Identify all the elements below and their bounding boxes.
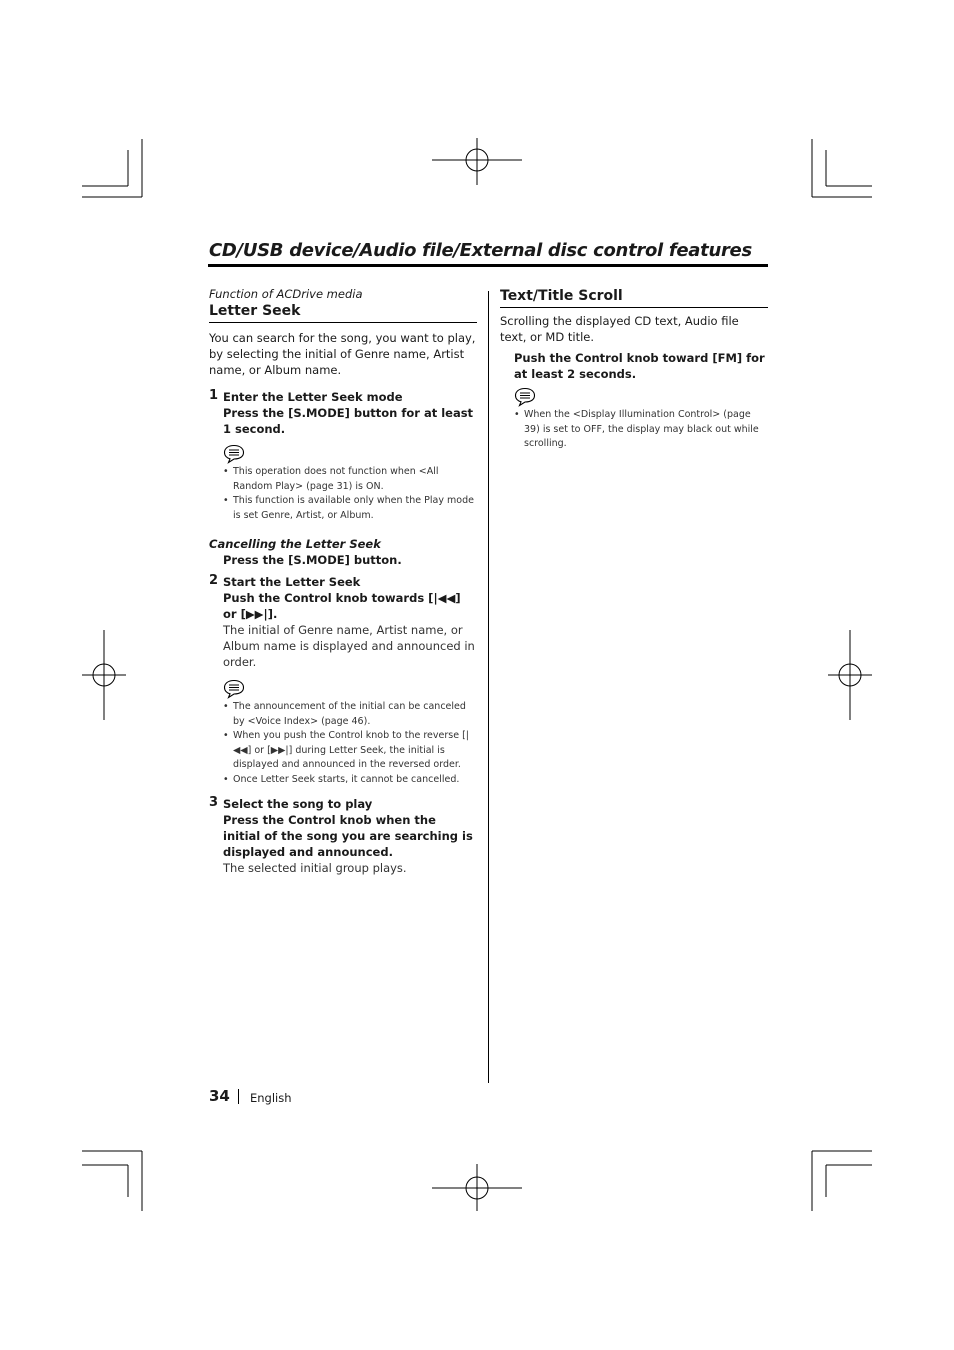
step-instruction: Push the Control knob towards [|◀◀] or [▶▶|]. <box>223 591 461 621</box>
step-1 <box>209 389 477 523</box>
letter-seek-intro: You can search for the song, you want to play, by selecting the initial of Genre name, Artist name, or Album name. <box>209 331 476 377</box>
step-number: 1 <box>209 388 219 403</box>
step-title: Start the Letter Seek <box>223 575 361 589</box>
note-icon <box>514 387 536 407</box>
step-3 <box>209 796 477 876</box>
text-title-scroll-heading: Text/Title Scroll <box>500 287 768 308</box>
note-item: • Once Letter Seek starts, it cannot be cancelled. <box>223 773 477 788</box>
column-divider <box>488 291 489 1083</box>
page-title: CD/USB device/Audio file/External disc control features <box>209 240 752 261</box>
right-column <box>500 287 768 452</box>
scroll-instruction: Push the Control knob toward [FM] for at least 2 seconds. <box>514 351 765 381</box>
text-title-scroll-intro: Scrolling the displayed CD text, Audio file text, or MD title. <box>500 314 739 344</box>
step-2-notes <box>223 700 477 787</box>
step-body: The selected initial group plays. <box>223 861 407 875</box>
step-instruction: Press the [S.MODE] button for at least 1 second. <box>223 406 474 436</box>
title-rule <box>208 264 768 267</box>
note-item: • When you push the Control knob to the reverse [|◀◀] or [▶▶|] during Letter Seek, the initial is displayed and announced in the reversed order. <box>223 729 477 773</box>
cancel-heading: Cancelling the Letter Seek <box>209 537 381 551</box>
note-item: • When the <Display Illumination Control> (page 39) is set to OFF, the display may black out while scrolling. <box>514 408 768 452</box>
note-item: • The announcement of the initial can be canceled by <Voice Index> (page 46). <box>223 700 477 729</box>
cancel-block <box>209 536 477 568</box>
footer-separator <box>238 1089 239 1104</box>
step-number: 2 <box>209 573 219 588</box>
scroll-notes <box>514 408 768 452</box>
note-item: • This operation does not function when <All Random Play> (page 31) is ON. <box>223 465 477 494</box>
note-item: • This function is available only when the Play mode is set Genre, Artist, or Album. <box>223 494 477 523</box>
scroll-instruction-block <box>500 350 768 452</box>
section-kicker: Function of ACDrive media <box>209 287 363 301</box>
letter-seek-heading: Letter Seek <box>209 302 477 323</box>
step-2 <box>209 574 477 787</box>
step-number: 3 <box>209 795 219 810</box>
step-instruction: Press the Control knob when the initial of the song you are searching is displayed and announced. <box>223 813 473 859</box>
step-1-notes <box>223 465 477 523</box>
page-number: 34 <box>209 1087 230 1105</box>
left-column <box>209 287 477 876</box>
step-title: Enter the Letter Seek mode <box>223 390 403 404</box>
note-icon <box>223 444 245 464</box>
cancel-instruction: Press the [S.MODE] button. <box>223 553 402 567</box>
page-language: English <box>250 1091 292 1105</box>
note-icon <box>223 679 245 699</box>
step-title: Select the song to play <box>223 797 373 811</box>
step-body: The initial of Genre name, Artist name, or Album name is displayed and announced in order. <box>223 623 475 669</box>
